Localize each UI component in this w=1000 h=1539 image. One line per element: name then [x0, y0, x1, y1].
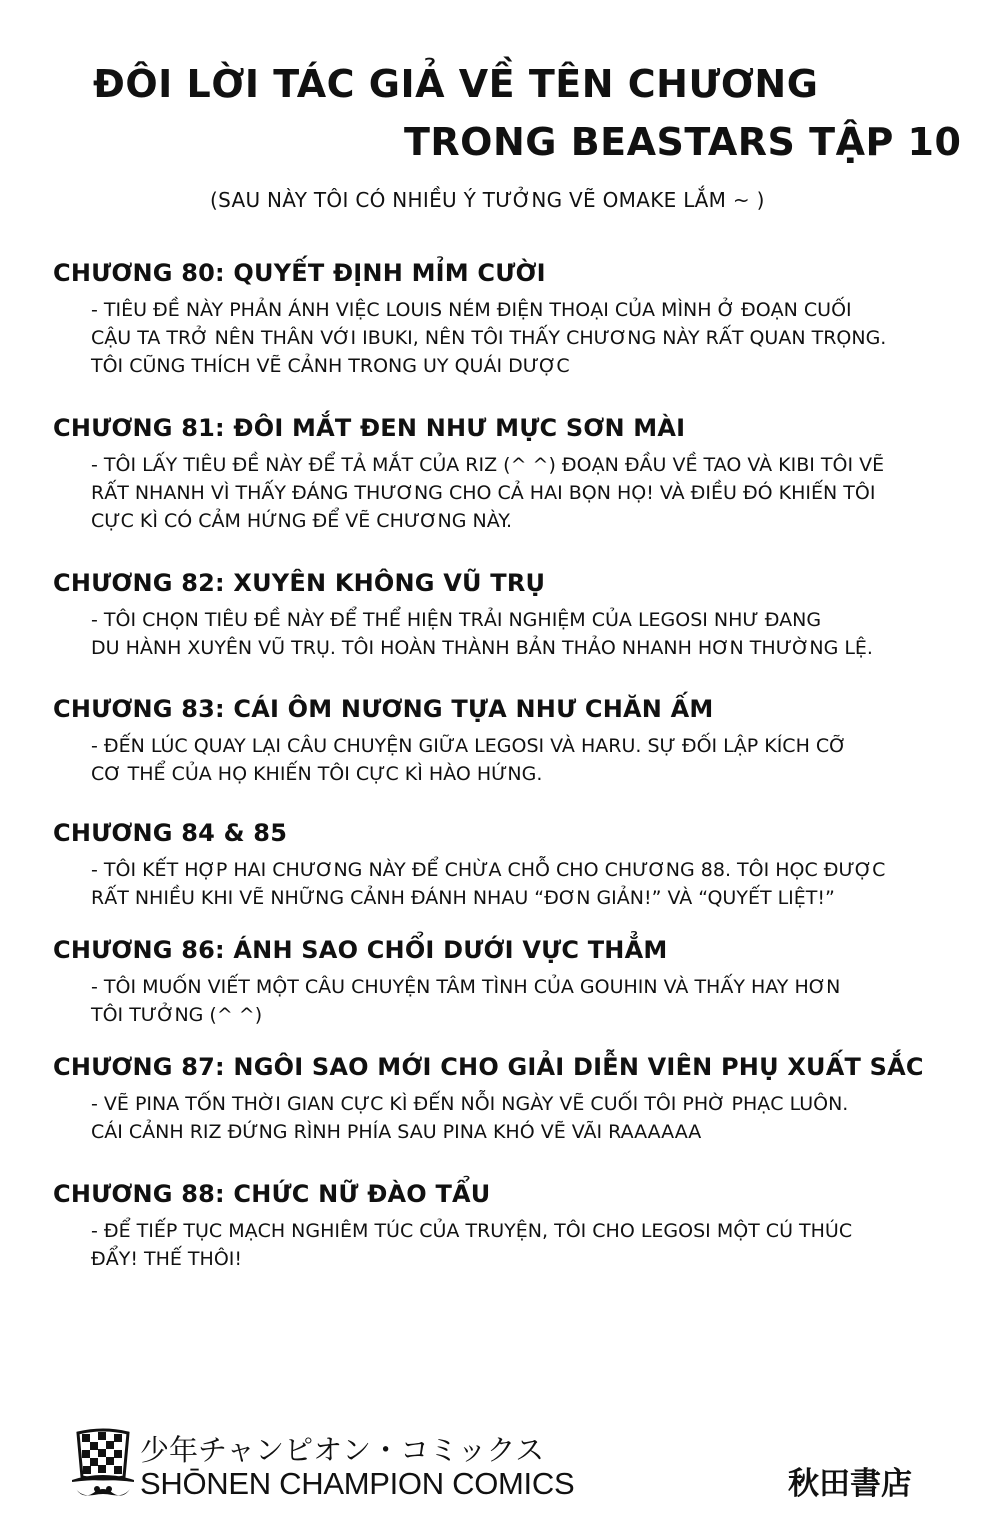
note-line: CẬU TA TRỞ NÊN THÂN VỚI IBUKI, NÊN TÔI THẤY CHƯƠNG NÀY RẤT QUAN TRỌNG.	[91, 327, 887, 349]
page-title-line-1: ĐÔI LỜI TÁC GIẢ VỀ TÊN CHƯƠNG	[93, 62, 819, 106]
publisher-name: 秋田書店	[788, 1466, 912, 1502]
chapter-note-body	[91, 1090, 953, 1146]
page-title-line-2: TRONG BEASTARS TẬP 10	[404, 120, 962, 164]
chapter-note-86	[53, 935, 953, 1029]
page-subtitle: (SAU NÀY TÔI CÓ NHIỀU Ý TƯỞNG VẼ OMAKE LẮM ~ )	[210, 188, 765, 212]
chapter-note-88	[53, 1179, 953, 1273]
note-line: - TÔI MUỐN VIẾT MỘT CÂU CHUYỆN TÂM TÌNH CỦA GOUHIN VÀ THẤY HAY HƠN	[91, 976, 841, 998]
note-line: - VẼ PINA TỐN THỜI GIAN CỰC KÌ ĐẾN NỖI NGÀY VẼ CUỐI TÔI PHỜ PHẠC LUÔN.	[91, 1093, 849, 1115]
note-line: CÁI CẢNH RIZ ĐỨNG RÌNH PHÍA SAU PINA KHÓ VẼ VÃI RAAAAAA	[91, 1121, 702, 1143]
imprint-japanese: 少年チャンピオン・コミックス	[140, 1433, 545, 1467]
chapter-heading: CHƯƠNG 83: CÁI ÔM NƯƠNG TỰA NHƯ CHĂN ẤM	[53, 695, 714, 723]
checkered-top-hat-logo-icon	[72, 1427, 134, 1503]
note-line: - TIÊU ĐỀ NÀY PHẢN ÁNH VIỆC LOUIS NÉM ĐIỆN THOẠI CỦA MÌNH Ở ĐOẠN CUỐI	[91, 299, 852, 321]
chapter-note-body	[91, 606, 953, 662]
chapter-note-83	[53, 694, 953, 788]
chapter-note-84-85	[53, 818, 953, 912]
chapter-note-87	[53, 1052, 953, 1146]
note-line: - ĐỂ TIẾP TỤC MẠCH NGHIÊM TÚC CỦA TRUYỆN, TÔI CHO LEGOSI MỘT CÚ THÚC	[91, 1220, 853, 1242]
chapter-note-body	[91, 856, 953, 912]
note-line: - TÔI KẾT HỢP HAI CHƯƠNG NÀY ĐỂ CHỪA CHỖ CHO CHƯƠNG 88. TÔI HỌC ĐƯỢC	[91, 859, 886, 881]
imprint-english: SHŌNEN CHAMPION COMICS	[140, 1466, 575, 1501]
chapter-heading: CHƯƠNG 80: QUYẾT ĐỊNH MỈM CƯỜI	[53, 259, 546, 287]
chapter-note-body	[91, 1217, 953, 1273]
chapter-heading: CHƯƠNG 82: XUYÊN KHÔNG VŨ TRỤ	[53, 569, 546, 597]
chapter-note-82	[53, 568, 953, 662]
chapter-note-body	[91, 296, 953, 380]
note-line: RẤT NHIỀU KHI VẼ NHỮNG CẢNH ĐÁNH NHAU “ĐƠN GIẢN!” VÀ “QUYẾT LIỆT!”	[91, 887, 835, 909]
chapter-note-body	[91, 451, 953, 535]
note-line: TÔI TƯỞNG (^ ^)	[91, 1004, 263, 1026]
note-line: - TÔI LẤY TIÊU ĐỀ NÀY ĐỂ TẢ MẮT CỦA RIZ (^ ^) ĐOẠN ĐẦU VỀ TAO VÀ KIBI TÔI VẼ	[91, 454, 885, 476]
chapter-note-81	[53, 413, 953, 535]
note-line: - TÔI CHỌN TIÊU ĐỀ NÀY ĐỂ THỂ HIỆN TRẢI NGHIỆM CỦA LEGOSI NHƯ ĐANG	[91, 609, 822, 631]
note-line: CỰC KÌ CÓ CẢM HỨNG ĐỂ VẼ CHƯƠNG NÀY.	[91, 510, 513, 532]
chapter-heading: CHƯƠNG 87: NGÔI SAO MỚI CHO GIẢI DIỄN VIÊN PHỤ XUẤT SẮC	[53, 1053, 924, 1081]
chapter-heading: CHƯƠNG 81: ĐÔI MẮT ĐEN NHƯ MỰC SƠN MÀI	[53, 414, 686, 442]
note-line: RẤT NHANH VÌ THẤY ĐÁNG THƯƠNG CHO CẢ HAI BỌN HỌ! VÀ ĐIỀU ĐÓ KHIẾN TÔI	[91, 482, 876, 504]
chapter-heading: CHƯƠNG 86: ÁNH SAO CHỔI DƯỚI VỰC THẲM	[53, 936, 668, 964]
note-line: CƠ THỂ CỦA HỌ KHIẾN TÔI CỰC KÌ HÀO HỨNG.	[91, 763, 543, 785]
chapter-note-body	[91, 973, 953, 1029]
note-line: - ĐẾN LÚC QUAY LẠI CÂU CHUYỆN GIỮA LEGOSI VÀ HARU. SỰ ĐỐI LẬP KÍCH CỠ	[91, 735, 847, 757]
chapter-heading: CHƯƠNG 88: CHỨC NỮ ĐÀO TẨU	[53, 1180, 491, 1208]
note-line: TÔI CŨNG THÍCH VẼ CẢNH TRONG UY QUÁI DƯỢC	[91, 355, 570, 377]
chapter-note-body	[91, 732, 953, 788]
chapter-note-80	[53, 258, 953, 380]
note-line: ĐẨY! THẾ THÔI!	[91, 1248, 242, 1270]
chapter-heading: CHƯƠNG 84 & 85	[53, 819, 288, 847]
note-line: DU HÀNH XUYÊN VŨ TRỤ. TÔI HOÀN THÀNH BẢN THẢO NHANH HƠN THƯỜNG LỆ.	[91, 637, 873, 659]
